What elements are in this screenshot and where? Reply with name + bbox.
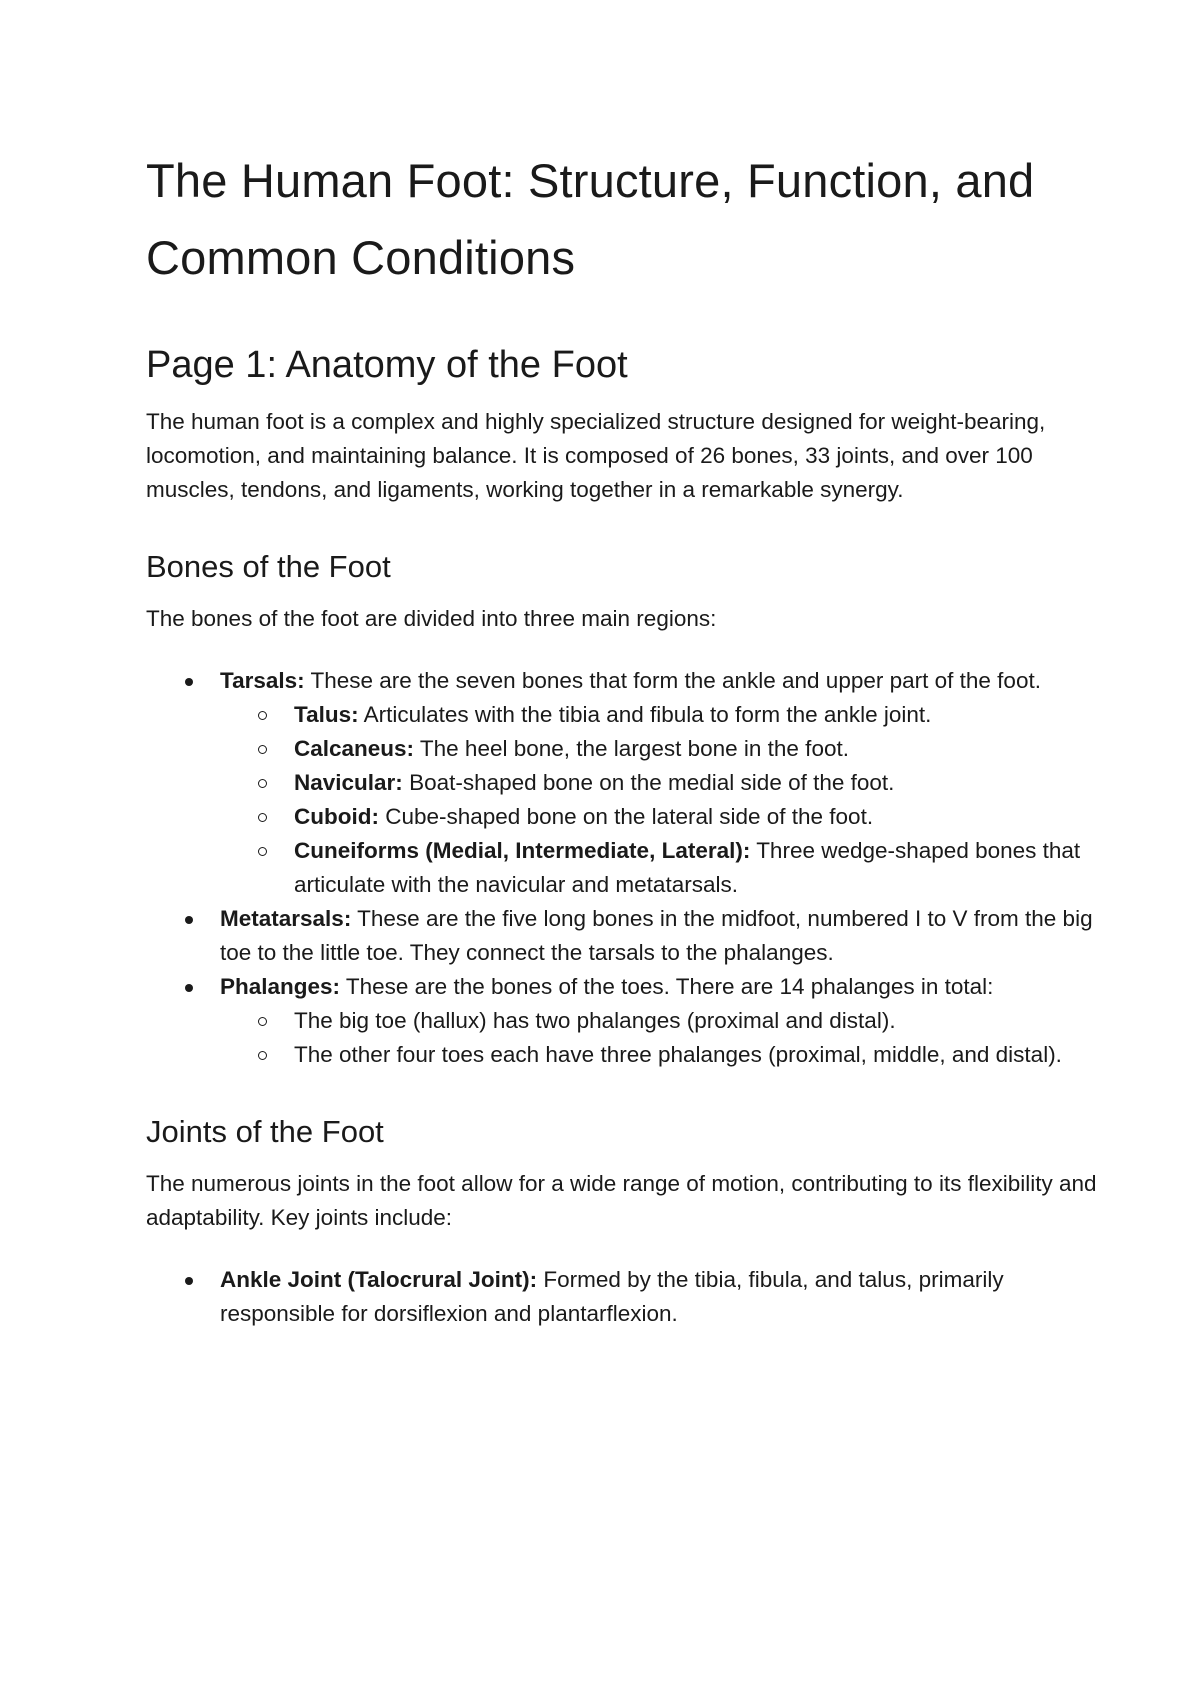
desc-cuboid: Cube-shaped bone on the lateral side of the foot. xyxy=(378,804,874,829)
list-item-metatarsals xyxy=(146,902,1100,970)
list-item-phalanges xyxy=(146,970,1100,1072)
desc-metatarsals: These are the five long bones in the midfoot, numbered I to V from the big toe to the little toe. They connect the tarsals to the phalanges. xyxy=(220,906,1093,965)
bones-intro: The bones of the foot are divided into three main regions: xyxy=(146,606,717,631)
section-heading: Page 1: Anatomy of the Foot xyxy=(146,344,628,386)
sublist-item-big-toe xyxy=(220,1004,1100,1038)
document-title: The Human Foot: Structure, Function, and Common Conditions xyxy=(146,154,1035,284)
joints-intro: The numerous joints in the foot allow for a wide range of motion, contributing to its flexibility and adaptability. Key joints include: xyxy=(146,1171,1097,1230)
desc-other-toes: The other four toes each have three phalanges (proximal, middle, and distal). xyxy=(294,1042,1062,1067)
sublist-item-navicular xyxy=(220,766,1100,800)
desc-calcaneus: The heel bone, the largest bone in the foot. xyxy=(414,736,849,761)
joints-heading: Joints of the Foot xyxy=(146,1114,384,1149)
list-item-ankle-joint xyxy=(146,1263,1100,1331)
sublist-item-cuboid xyxy=(220,800,1100,834)
term-navicular: Navicular: xyxy=(294,770,403,795)
phalanges-sublist xyxy=(220,1004,1100,1072)
bones-heading: Bones of the Foot xyxy=(146,549,391,584)
sublist-item-other-toes xyxy=(220,1038,1100,1072)
term-metatarsals: Metatarsals: xyxy=(220,906,352,931)
tarsals-sublist xyxy=(220,698,1100,902)
term-cuboid: Cuboid: xyxy=(294,804,379,829)
desc-ankle-joint: Formed by the tibia, fibula, and talus, primarily responsible for dorsiflexion and plantarflexion. xyxy=(220,1267,1004,1326)
section-intro: The human foot is a complex and highly specialized structure designed for weight-bearing, locomotion, and maintaining balance. It is composed of 26 bones, 33 joints, and over 100 muscles, tendons, and ligaments, working together in a remarkable synergy. xyxy=(146,409,1046,502)
term-talus: Talus: xyxy=(294,702,359,727)
desc-big-toe: The big toe (hallux) has two phalanges (proximal and distal). xyxy=(294,1008,896,1033)
joints-list xyxy=(146,1263,1100,1331)
desc-navicular: Boat-shaped bone on the medial side of the foot. xyxy=(402,770,895,795)
term-phalanges: Phalanges: xyxy=(220,974,341,999)
term-cuneiforms: Cuneiforms (Medial, Intermediate, Lateral): xyxy=(294,838,751,863)
desc-phalanges: These are the bones of the toes. There are 14 phalanges in total: xyxy=(340,974,994,999)
sublist-item-cuneiforms xyxy=(220,834,1100,902)
list-item-tarsals xyxy=(146,664,1100,902)
desc-cuneiforms: Three wedge-shaped bones that articulate with the navicular and metatarsals. xyxy=(294,838,1081,897)
term-ankle-joint: Ankle Joint (Talocrural Joint): xyxy=(220,1267,538,1292)
bones-list xyxy=(146,664,1100,1072)
desc-talus: Articulates with the tibia and fibula to form the ankle joint. xyxy=(358,702,932,727)
term-tarsals: Tarsals: xyxy=(220,668,305,693)
sublist-item-talus xyxy=(220,698,1100,732)
sublist-item-calcaneus xyxy=(220,732,1100,766)
term-calcaneus: Calcaneus: xyxy=(294,736,415,761)
desc-tarsals: These are the seven bones that form the ankle and upper part of the foot. xyxy=(304,668,1041,693)
